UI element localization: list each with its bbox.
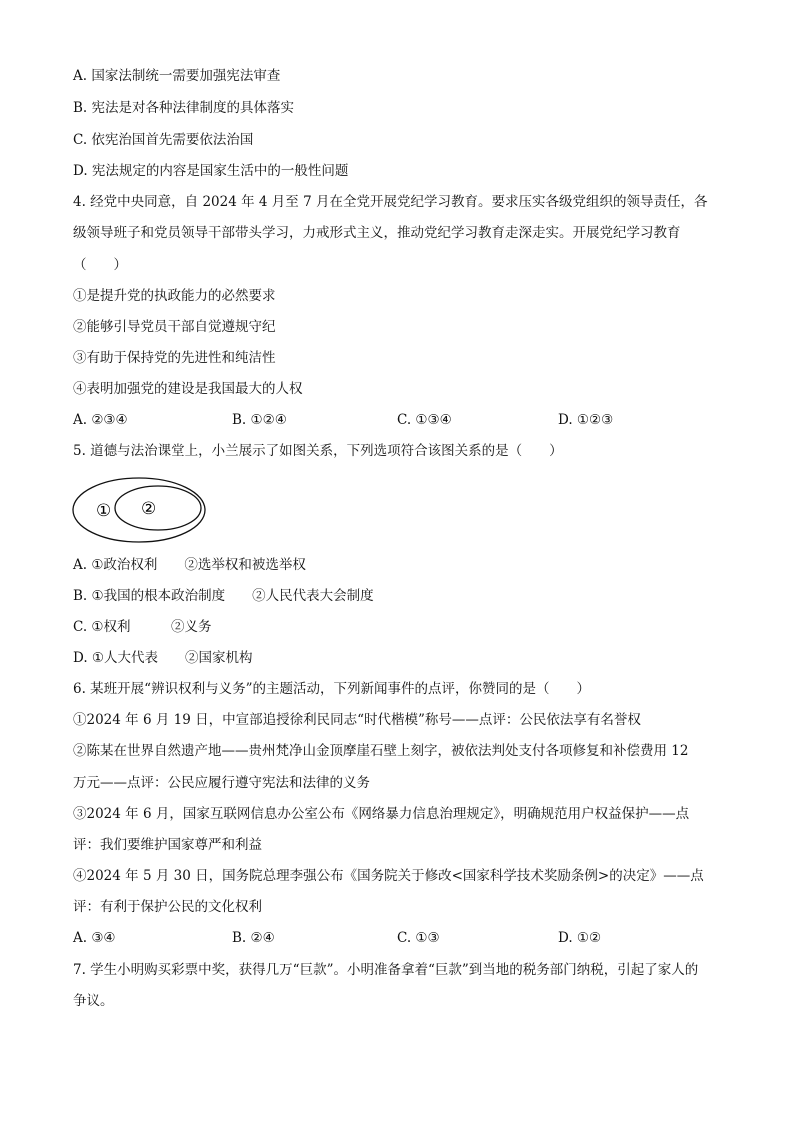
q4-stem-line2: 级领导班子和党员领导干部带头学习，力戒形式主义，推动党纪学习教育走深走实。开展党纪学习教育 [73, 225, 681, 241]
q4-item-3: ③有助于保持党的先进性和纯洁性 [73, 350, 276, 366]
q5-option-d: D. ①人大代表 ②国家机构 [73, 650, 253, 666]
q5-option-b: B. ①我国的根本政治制度 ②人民代表大会制度 [73, 588, 374, 604]
inner-ellipse [115, 486, 201, 530]
q4-item-2: ②能够引导党员干部自觉遵规守纪 [73, 319, 276, 335]
q3-option-d: D. 宪法规定的内容是国家生活中的一般性问题 [73, 163, 349, 179]
q4-choice-d: D. ①②③ [558, 412, 614, 428]
q4-answer-blank: （ ） [73, 257, 127, 273]
q6-line-2: ②陈某在世界自然遗产地——贵州梵净山金顶摩崖石壁上刻字，被依法判处支付各项修复和补偿费用 12 [73, 743, 689, 759]
q5-stem: 5. 道德与法治课堂上，小兰展示了如图关系，下列选项符合该图关系的是（ ） [73, 443, 563, 459]
q4-stem-line1: 4. 经党中央同意，自 2024 年 4 月至 7 月在全党开展党纪学习教育。要求压实各级党组织的领导责任，各 [73, 194, 708, 210]
q4-item-4: ④表明加强党的建设是我国最大的人权 [73, 381, 303, 397]
q6-line-7: 评：有利于保护公民的文化权利 [73, 899, 262, 915]
q7-stem-line2: 争议。 [73, 993, 114, 1009]
outer-label: ① [96, 501, 112, 521]
q3-option-b: B. 宪法是对各种法律制度的具体落实 [73, 100, 295, 116]
q6-line-5: 评：我们要维护国家尊严和利益 [73, 837, 262, 853]
q4-choice-a: A. ②③④ [73, 412, 128, 428]
q6-choice-b: B. ②④ [232, 930, 275, 946]
q4-choice-b: B. ①②④ [232, 412, 287, 428]
q6-choice-c: C. ①③ [397, 930, 440, 946]
q7-stem-line1: 7. 学生小明购买彩票中奖，获得几万“巨款”。小明准备拿着“巨款”到当地的税务部门纳税，引起了家人的 [73, 962, 699, 978]
inner-label: ② [141, 499, 157, 519]
q5-option-a: A. ①政治权利 ②选举权和被选举权 [73, 557, 306, 573]
q6-line-3: 万元——点评：公民应履行遵守宪法和法律的义务 [73, 775, 370, 791]
venn-diagram [70, 475, 210, 545]
q6-line-6: ④2024 年 5 月 30 日，国务院总理李强公布《国务院关于修改<国家科学技术奖励条例>的决定》——点 [73, 868, 704, 884]
q6-line-4: ③2024 年 6 月，国家互联网信息办公室公布《网络暴力信息治理规定》，明确规范用户权益保护——点 [73, 806, 690, 822]
q4-item-1: ①是提升党的执政能力的必然要求 [73, 288, 276, 304]
q6-choice-a: A. ③④ [73, 930, 116, 946]
q6-choice-d: D. ①② [558, 930, 602, 946]
q3-option-a: A. 国家法制统一需要加强宪法审查 [73, 68, 281, 84]
q3-option-c: C. 依宪治国首先需要依法治国 [73, 132, 254, 148]
q6-line-1: ①2024 年 6 月 19 日，中宣部追授徐利民同志“时代楷模”称号——点评：公民依法享有名誉权 [73, 712, 641, 728]
q4-choice-c: C. ①③④ [397, 412, 452, 428]
q6-stem: 6. 某班开展“辨识权利与义务”的主题活动，下列新闻事件的点评，你赞同的是（ ） [73, 681, 590, 697]
q5-option-c: C. ①权利 ②义务 [73, 619, 212, 635]
